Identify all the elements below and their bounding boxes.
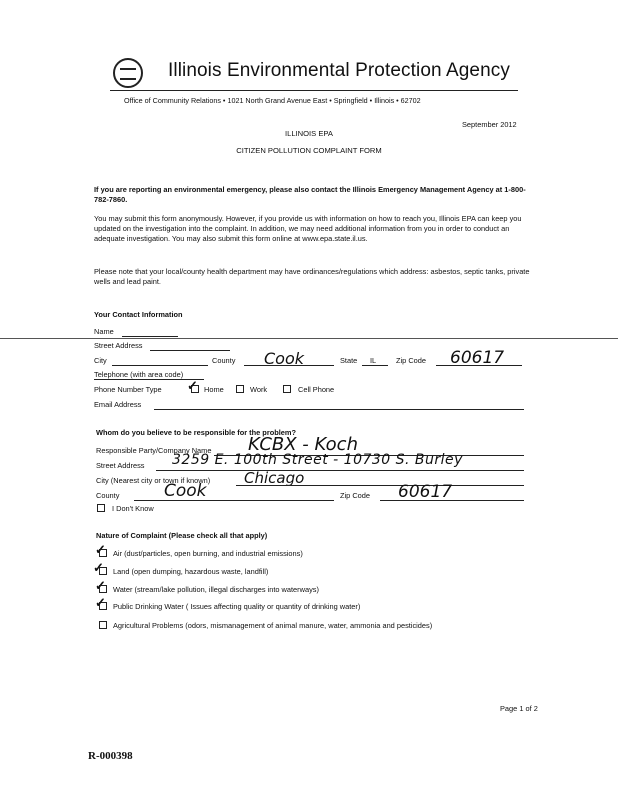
document-id: R-000398 <box>88 750 133 762</box>
responsible-heading: Whom do you believe to be responsible for the problem? <box>96 428 296 437</box>
land-label: Land (open dumping, hazardous waste, landfill) <box>113 567 269 576</box>
form-title-agency: ILLINOIS EPA <box>285 129 333 138</box>
agency-seal-logo <box>113 58 143 88</box>
home-checkmark-icon: ✓ <box>187 378 198 393</box>
land-checkmark-icon: ✓ <box>93 560 104 575</box>
public-drinking-water-label: Public Drinking Water ( Issues affecting quality or quantity of drinking water) <box>113 602 361 611</box>
name-field[interactable] <box>122 336 178 337</box>
county-field[interactable] <box>244 365 334 366</box>
responsible-zip-field[interactable] <box>380 500 524 501</box>
cell-phone-checkbox[interactable] <box>283 385 291 393</box>
header-rule <box>110 90 518 91</box>
responsible-county-field[interactable] <box>134 500 334 501</box>
party-label: Responsible Party/Company Name <box>96 446 212 455</box>
agency-name: Illinois Environmental Protection Agency <box>168 60 510 81</box>
responsible-city-handwritten: Chicago <box>244 469 305 487</box>
local-health-notice: Please note that your local/county health department may have ordinances/regulations which address: asbestos, septic tanks, private wells and lead paint. <box>94 267 530 286</box>
cell-phone-label: Cell Phone <box>298 385 335 394</box>
county-label: County <box>212 356 236 365</box>
responsible-zip-handwritten: 60617 <box>398 482 453 502</box>
water-checkmark-icon: ✓ <box>95 578 106 593</box>
zip-field[interactable] <box>436 365 522 366</box>
county-handwritten: Cook <box>264 349 305 368</box>
work-label: Work <box>250 385 268 394</box>
anonymous-notice: You may submit this form anonymously. However, if you provide us with information on how to reach you, Illinois EPA can keep you updated on the investigation into the complaint. In addition, we may need additional information from you in order to conduct an adequate investigation. You may also submit this form online at www.epa.state.il.us. <box>94 214 522 243</box>
email-label: Email Address <box>94 400 142 409</box>
zip-handwritten: 60617 <box>450 348 505 368</box>
phone-type-label: Phone Number Type <box>94 385 162 394</box>
water-label: Water (stream/lake pollution, illegal discharges into waterways) <box>113 585 319 594</box>
agricultural-label: Agricultural Problems (odors, mismanagement of animal manure, water, ammonia and pesticides) <box>113 621 433 630</box>
responsible-street-field[interactable] <box>156 470 524 471</box>
agency-address: Office of Community Relations • 1021 North Grand Avenue East • Springfield • Illinois • 62702 <box>124 96 421 105</box>
complaint-heading: Nature of Complaint (Please check all that apply) <box>96 531 268 540</box>
page-number: Page 1 of 2 <box>500 704 538 713</box>
contact-heading: Your Contact Information <box>94 310 183 319</box>
emergency-notice: If you are reporting an environmental emergency, please also contact the Illinois Emergency Management Agency at 1-800-782-7860. <box>94 185 526 204</box>
city-field[interactable] <box>112 365 208 366</box>
form-date: September 2012 <box>462 120 517 129</box>
home-label: Home <box>204 385 224 394</box>
party-handwritten: KCBX - Koch <box>248 434 358 455</box>
dont-know-label: I Don't Know <box>112 504 154 513</box>
public-drinking-water-checkmark-icon: ✓ <box>95 595 106 610</box>
scan-artifact-line <box>0 338 618 339</box>
street-address-field[interactable] <box>150 350 230 351</box>
email-field[interactable] <box>154 409 524 410</box>
form-title: CITIZEN POLLUTION COMPLAINT FORM <box>236 146 382 155</box>
responsible-city-label: City (Nearest city or town if known) <box>96 476 211 485</box>
responsible-county-label: County <box>96 491 120 500</box>
responsible-county-handwritten: Cook <box>164 481 207 501</box>
city-label: City <box>94 356 107 365</box>
state-field[interactable] <box>362 365 388 366</box>
zip-label: Zip Code <box>396 356 426 365</box>
name-label: Name <box>94 327 114 336</box>
responsible-street-handwritten: 3259 E. 100th Street - 10730 S. Burley <box>172 452 463 468</box>
street-address-label: Street Address <box>94 341 143 350</box>
agricultural-checkbox[interactable] <box>99 621 107 629</box>
air-checkmark-icon: ✓ <box>95 542 106 557</box>
state-value: IL <box>370 356 377 365</box>
telephone-label: Telephone (with area code) <box>94 370 184 379</box>
responsible-street-label: Street Address <box>96 461 145 470</box>
work-checkbox[interactable] <box>236 385 244 393</box>
responsible-zip-label: Zip Code <box>340 491 370 500</box>
air-label: Air (dust/particles, open burning, and industrial emissions) <box>113 549 303 558</box>
state-label: State <box>340 356 358 365</box>
responsible-city-field[interactable] <box>236 485 524 486</box>
dont-know-checkbox[interactable] <box>97 504 105 512</box>
